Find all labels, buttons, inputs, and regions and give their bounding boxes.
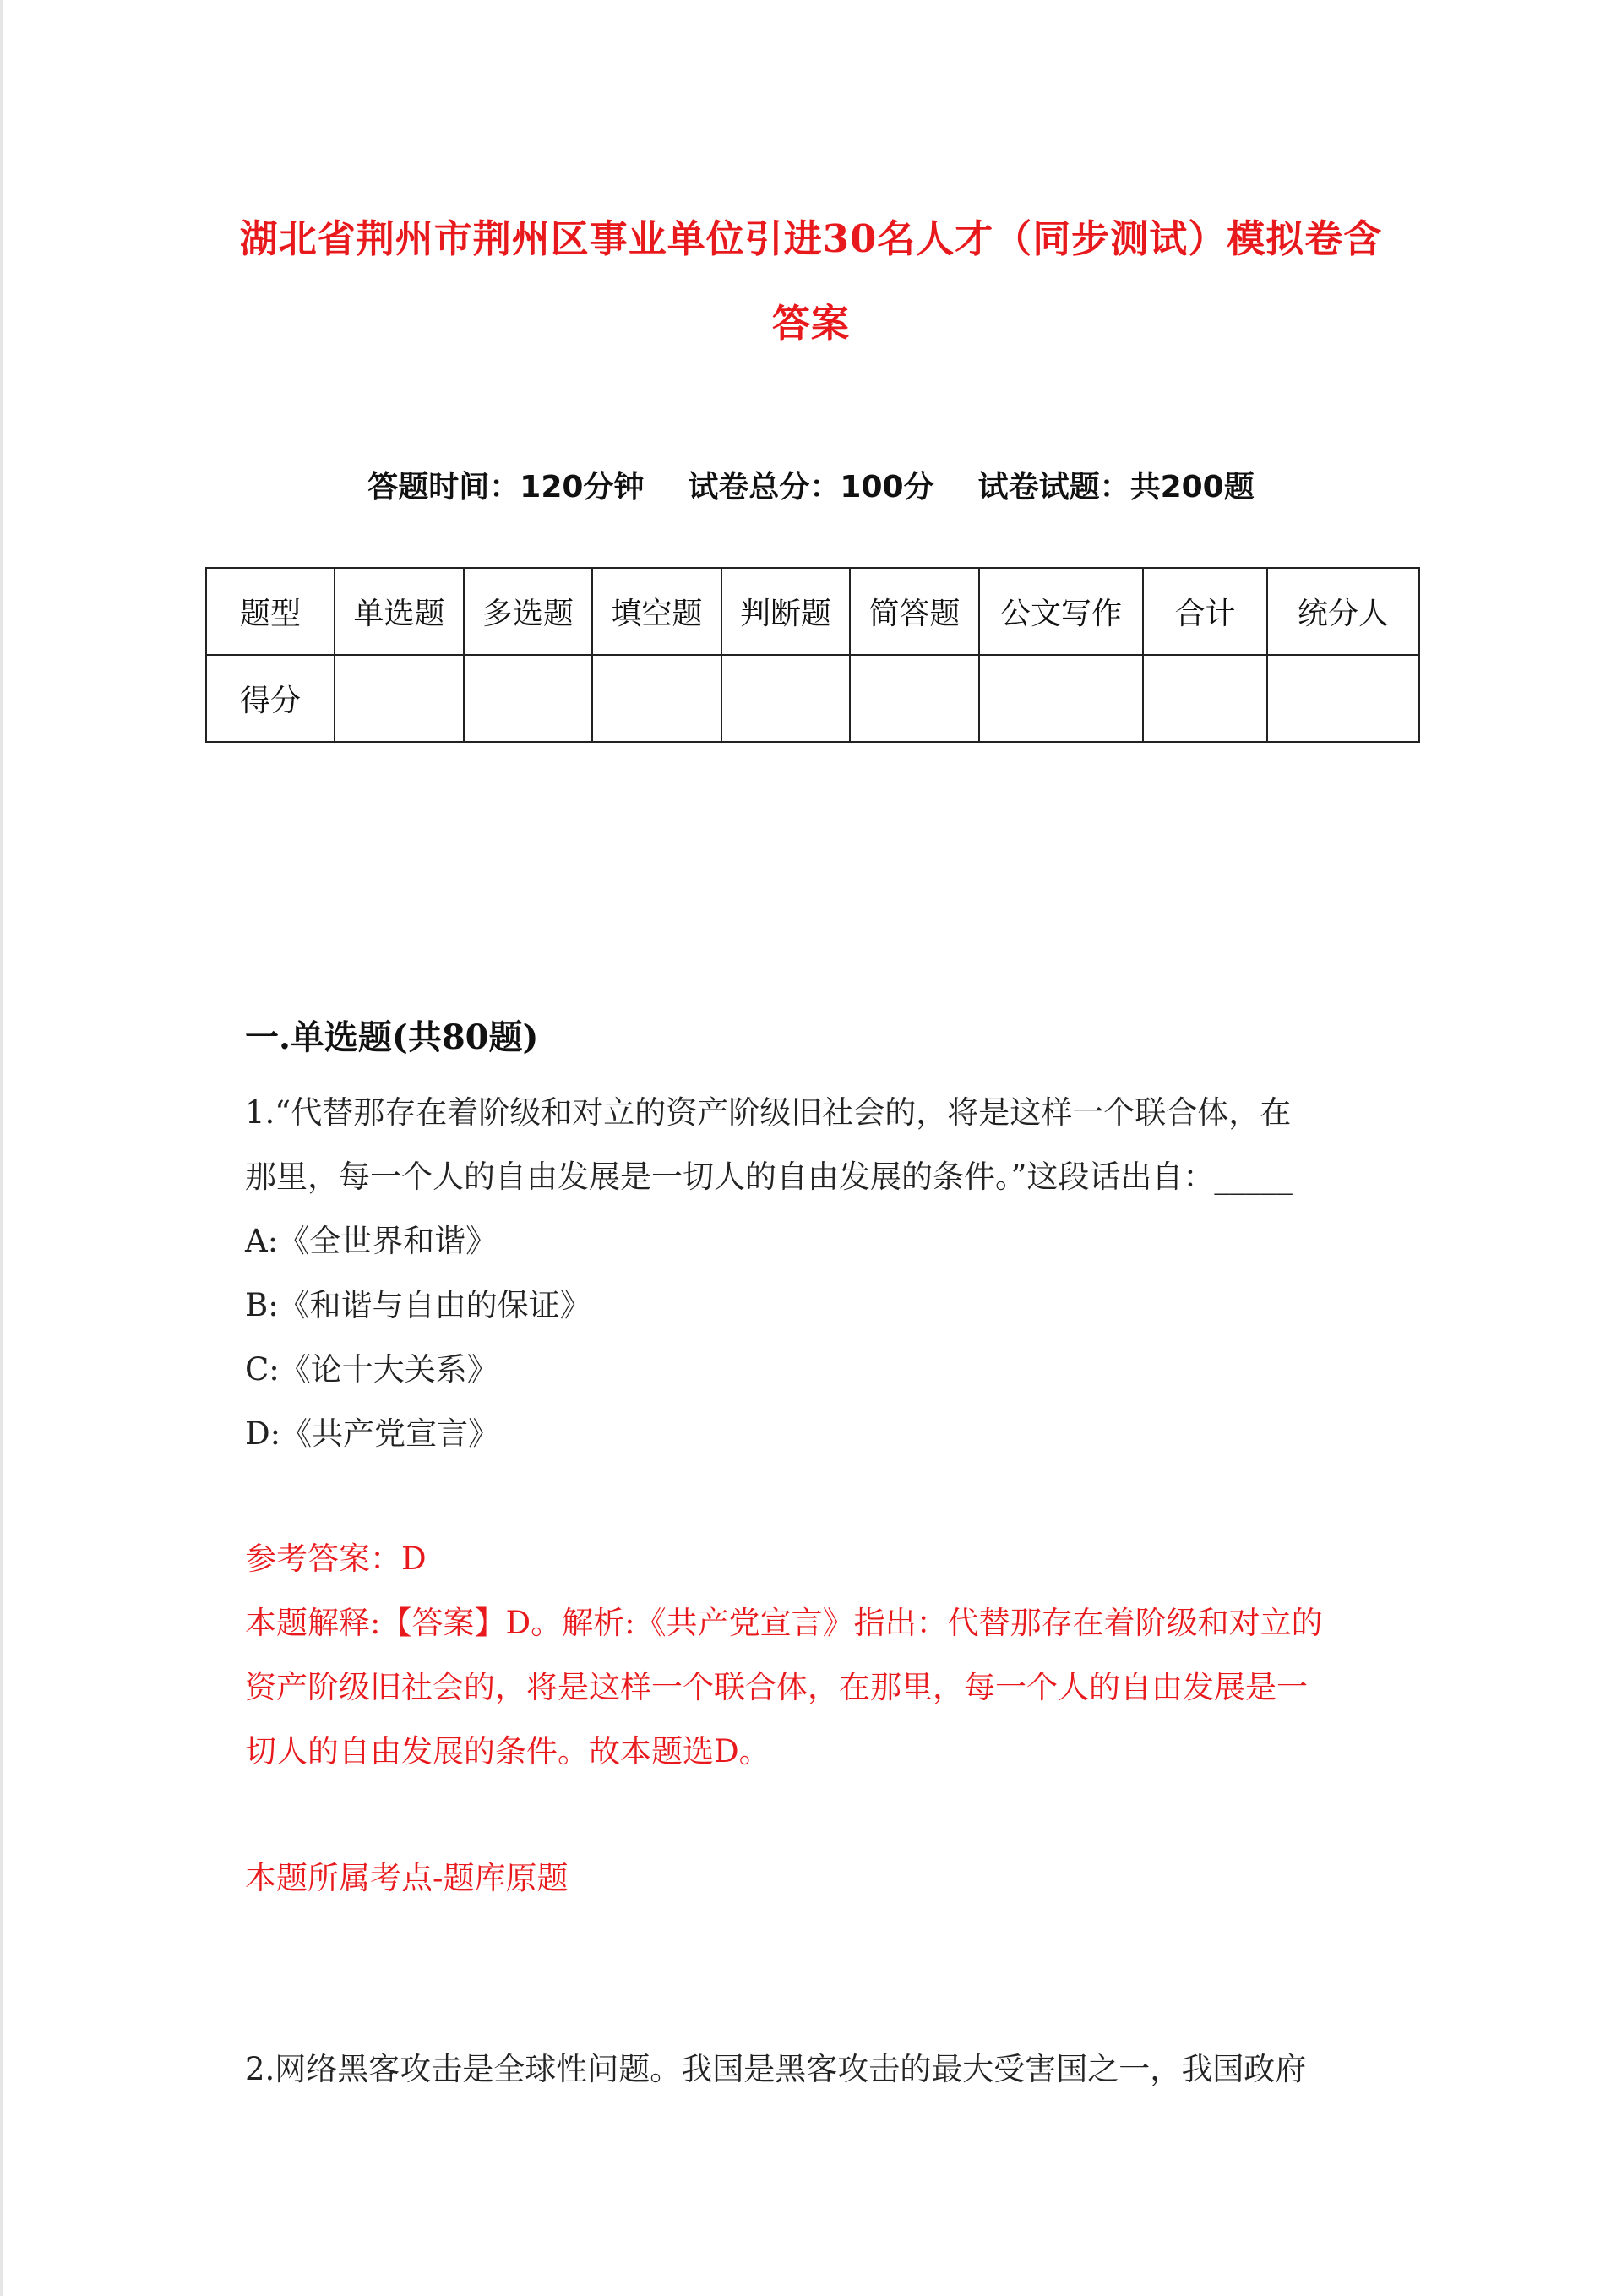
q1-option-c: C:《论十大关系》 bbox=[245, 1351, 498, 1388]
score-cell bbox=[979, 655, 1143, 742]
header-cell-grader: 统分人 bbox=[1267, 568, 1419, 655]
q2-stem-line1: 2.网络黑客攻击是全球性问题。我国是黑客攻击的最大受害国之一，我国政府 bbox=[245, 2051, 1307, 2087]
score-cell bbox=[1143, 655, 1267, 742]
page-edge bbox=[0, 0, 3, 2296]
score-cell bbox=[721, 655, 850, 742]
exam-time: 答题时间：120分钟 bbox=[367, 470, 645, 504]
exam-total: 试卷总分：100分 bbox=[688, 470, 934, 504]
score-cell bbox=[335, 655, 464, 742]
header-cell-total: 合计 bbox=[1143, 568, 1267, 655]
score-row-label: 得分 bbox=[206, 655, 335, 742]
q1-explain-line3: 切人的自由发展的条件。故本题选D。 bbox=[245, 1733, 770, 1770]
exam-meta bbox=[0, 469, 1622, 506]
header-cell-type: 题型 bbox=[206, 568, 335, 655]
q1-option-d: D:《共产党宣言》 bbox=[245, 1415, 500, 1452]
header-cell-writing: 公文写作 bbox=[979, 568, 1143, 655]
header-cell-short: 简答题 bbox=[850, 568, 979, 655]
q1-stem-line1: 1.“代替那存在着阶级和对立的资产阶级旧社会的，将是这样一个联合体，在 bbox=[245, 1094, 1292, 1131]
header-cell-fill: 填空题 bbox=[592, 568, 721, 655]
doc-title-line2: 答案 bbox=[771, 301, 850, 346]
q1-explain-line2: 资产阶级旧社会的，将是这样一个联合体，在那里，每一个人的自由发展是一 bbox=[245, 1669, 1308, 1705]
doc-title-line1: 湖北省荆州市荆州区事业单位引进30名人才（同步测试）模拟卷含 bbox=[239, 216, 1383, 261]
score-cell bbox=[850, 655, 979, 742]
score-table bbox=[205, 567, 1420, 743]
header-cell-multi: 多选题 bbox=[464, 568, 592, 655]
q1-option-b: B:《和谐与自由的保证》 bbox=[245, 1287, 591, 1323]
section-title-single-choice: 一.单选题(共80题) bbox=[245, 1017, 539, 1057]
q1-knowledge-point: 本题所属考点-题库原题 bbox=[245, 1860, 569, 1896]
header-cell-single: 单选题 bbox=[335, 568, 464, 655]
score-table-header-row bbox=[206, 568, 1419, 655]
exam-count: 试卷试题：共200题 bbox=[977, 470, 1255, 504]
score-cell bbox=[592, 655, 721, 742]
q1-answer: 参考答案：D bbox=[245, 1541, 427, 1577]
header-cell-judge: 判断题 bbox=[721, 568, 850, 655]
score-table-score-row bbox=[206, 655, 1419, 742]
score-cell bbox=[1267, 655, 1419, 742]
score-cell bbox=[464, 655, 592, 742]
q1-explain-line1: 本题解释:【答案】D。解析:《共产党宣言》指出：代替那存在着阶级和对立的 bbox=[245, 1605, 1323, 1641]
q1-stem-line2: 那里，每一个人的自由发展是一切人的自由发展的条件。”这段话出自：_____ bbox=[245, 1159, 1293, 1195]
q1-option-a: A:《全世界和谐》 bbox=[245, 1223, 498, 1259]
